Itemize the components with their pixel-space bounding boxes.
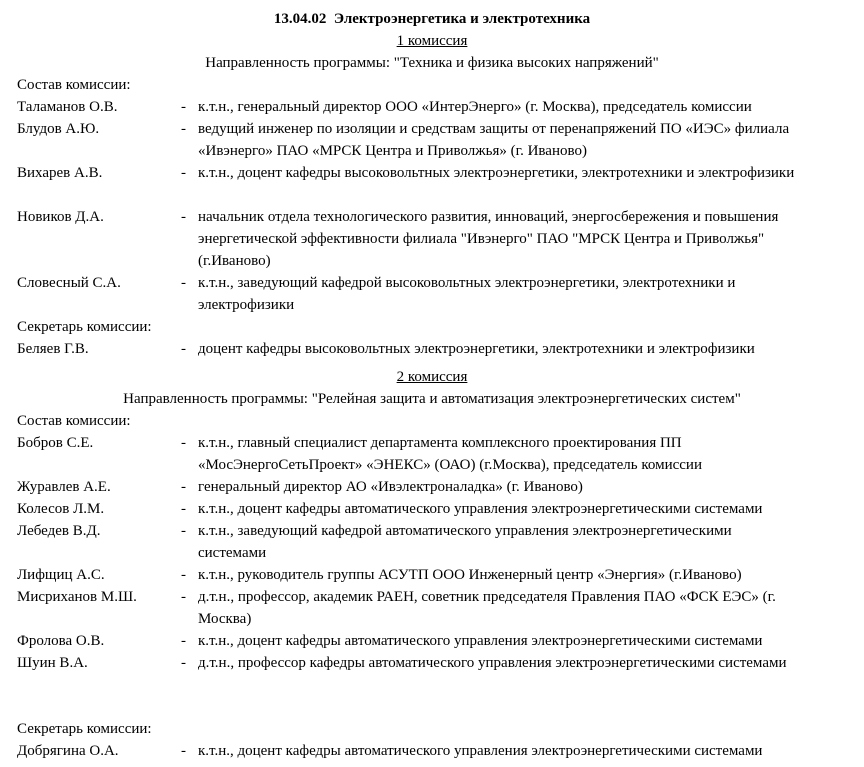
member-name: Бобров С.Е.: [17, 435, 94, 451]
member-description: к.т.н., доцент кафедры автоматического управления электроэнергетическими системами: [198, 633, 763, 649]
commission-1-direction: Направленность программы: "Техника и физика высоких напряжений": [205, 55, 659, 71]
commission-2-members-label: Состав комиссии:: [17, 413, 131, 429]
secretary-description: к.т.н., доцент кафедры автоматического управления электроэнергетическими системами: [198, 743, 763, 759]
member-description: генеральный директор АО «Ивэлектроналадка» (г. Иваново): [198, 479, 583, 495]
dash: -: [181, 275, 186, 291]
secretary-description: доцент кафедры высоковольтных электроэнергетики, электротехники и электрофизики: [198, 341, 755, 357]
member-description: начальник отдела технологического развития, инноваций, энергосбережения и повышения энергетической эффективности филиала "Ивэнерго" ПАО "МРСК Центра и Приволжья" (г.Иваново): [198, 209, 779, 269]
member-description: к.т.н., доцент кафедры высоковольтных электроэнергетики, электротехники и электрофизики: [198, 165, 795, 181]
member-name: Журавлев А.Е.: [17, 479, 111, 495]
commission-1-members-label: Состав комиссии:: [17, 77, 131, 93]
member-description: к.т.н., заведующий кафедрой автоматического управления электроэнергетическими системами: [198, 523, 732, 561]
commission-2-heading: 2 комиссия: [396, 369, 468, 385]
member-description: д.т.н., профессор, академик РАЕН, советник председателя Правления ПАО «ФСК ЕЭС» (г. Москва): [198, 589, 776, 627]
member-name: Лебедев В.Д.: [17, 523, 101, 539]
dash: -: [181, 589, 186, 605]
dash: -: [181, 209, 186, 225]
commission-2-secretary-label: Секретарь комиссии:: [17, 721, 152, 737]
dash: -: [181, 633, 186, 649]
member-description: к.т.н., заведующий кафедрой высоковольтных электроэнергетики, электротехники и электрофизики: [198, 275, 736, 313]
member-name: Шуин В.А.: [17, 655, 88, 671]
member-name: Блудов А.Ю.: [17, 121, 100, 137]
member-name: Новиков Д.А.: [17, 209, 104, 225]
member-description: д.т.н., профессор кафедры автоматического управления электроэнергетическими системами: [198, 655, 787, 671]
member-name: Вихарев А.В.: [17, 165, 103, 181]
member-description: к.т.н., главный специалист департамента комплексного проектирования ПП «МосЭнергоСетьПроект» «ЭНЕКС» (ОАО) (г.Москва), председатель комиссии: [198, 435, 702, 473]
member-name: Лифщиц А.С.: [17, 567, 105, 583]
dash: -: [181, 743, 186, 759]
dash: -: [181, 435, 186, 451]
member-name: Словесный С.А.: [17, 275, 121, 291]
member-name: Колесов Л.М.: [17, 501, 105, 517]
member-description: к.т.н., руководитель группы АСУТП ООО Инженерный центр «Энергия» (г.Иваново): [198, 567, 742, 583]
commission-2-direction: Направленность программы: "Релейная защита и автоматизация электроэнергетических систем": [123, 391, 741, 407]
member-description: к.т.н., генеральный директор ООО «ИнтерЭнерго» (г. Москва), председатель комиссии: [198, 99, 752, 115]
commission-1-heading: 1 комиссия: [396, 33, 468, 49]
member-description: ведущий инженер по изоляции и средствам защиты от перенапряжений ПО «ИЭС» филиала «Ивэнерго» ПАО «МРСК Центра и Приволжья» (г. Иваново): [198, 121, 790, 159]
dash: -: [181, 341, 186, 357]
dash: -: [181, 567, 186, 583]
secretary-name: Беляев Г.В.: [17, 341, 89, 357]
dash: -: [181, 479, 186, 495]
member-description: к.т.н., доцент кафедры автоматического управления электроэнергетическими системами: [198, 501, 763, 517]
member-name: Таламанов О.В.: [17, 99, 118, 115]
commission-1-secretary-label: Секретарь комиссии:: [17, 319, 152, 335]
dash: -: [181, 523, 186, 539]
member-name: Фролова О.В.: [17, 633, 105, 649]
dash: -: [181, 165, 186, 181]
dash: -: [181, 655, 186, 671]
dash: -: [181, 121, 186, 137]
document-title: 13.04.02 Электроэнергетика и электротехника: [273, 11, 591, 27]
secretary-name: Добрягина О.А.: [17, 743, 119, 759]
dash: -: [181, 99, 186, 115]
member-name: Мисриханов М.Ш.: [17, 589, 137, 605]
dash: -: [181, 501, 186, 517]
